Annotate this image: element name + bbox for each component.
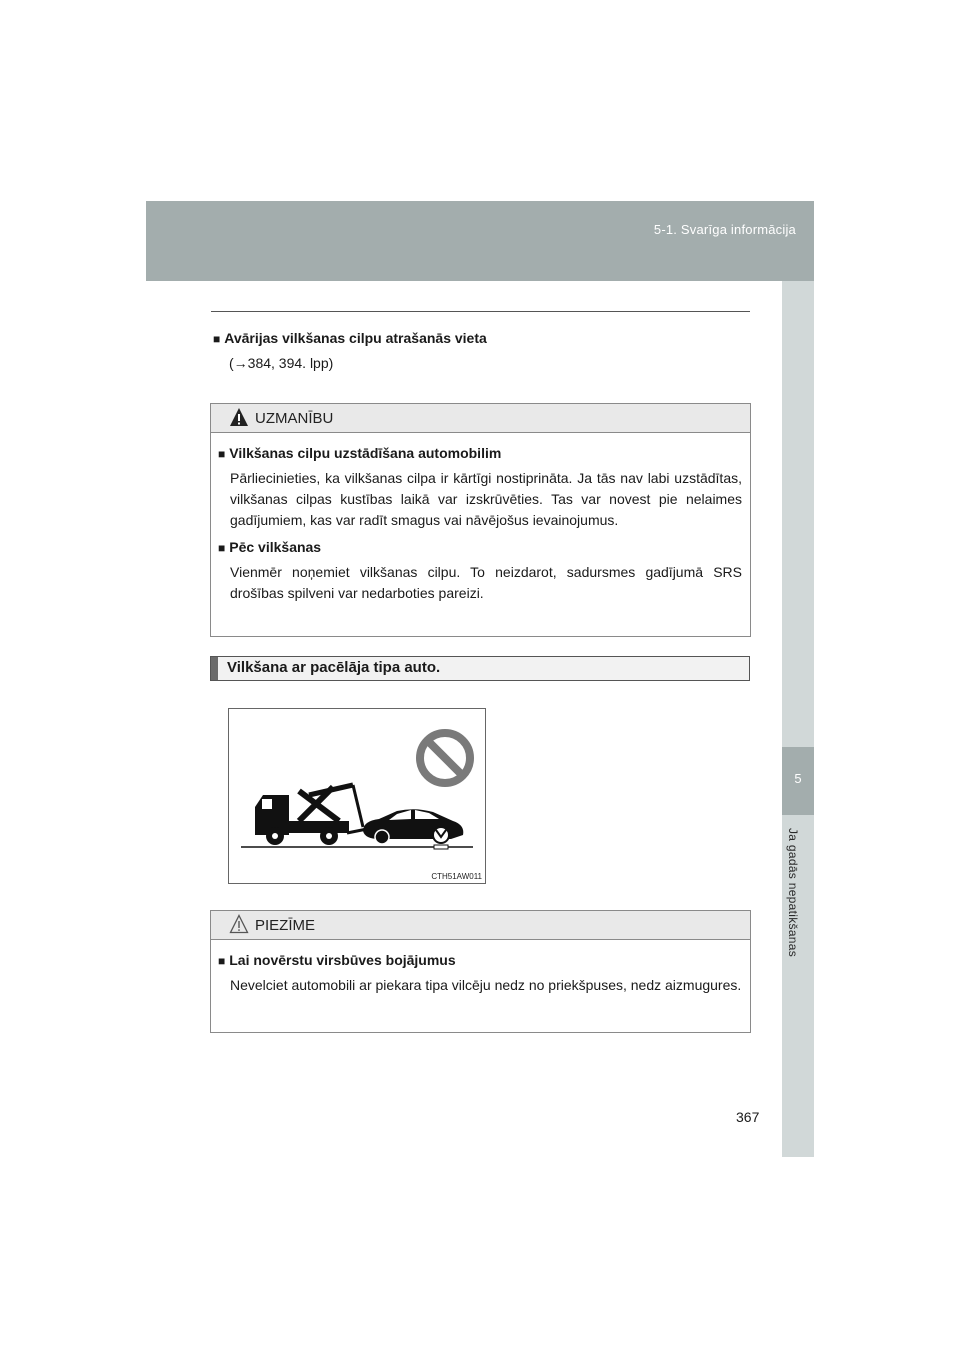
caution-box	[210, 403, 751, 637]
caution-header	[211, 404, 750, 433]
tow-truck-figure	[228, 708, 486, 884]
caution-item-text: Pārliecinieties, ka vilkšanas cilpa ir kārtīgi nostiprināta. Ja tās nav labi uzstādītas, vilkšanas cilpas kustības laikā var izskrūvēties. Tas var novest pie nelaimes gadījumiem, kas var radīt smagus vai nāvējošus ievainojumus.	[230, 470, 742, 528]
warning-icon	[229, 407, 249, 427]
note-heading: PIEZĪME	[255, 917, 316, 934]
page-number: 367	[736, 1109, 760, 1125]
square-bullet-icon: ■	[218, 541, 226, 555]
chapter-label: Ja gadās nepatikšanas	[786, 828, 800, 958]
location-note-reference[interactable]: (→384, 394. lpp)	[229, 355, 334, 371]
square-bullet-icon: ■	[218, 447, 226, 461]
note-body	[211, 940, 750, 1014]
caution-item-title: ■ Vilkšanas cilpu uzstādīšana automobilim	[218, 445, 502, 461]
section-title: 5-1. Svarīga informācija	[653, 222, 796, 237]
header-band	[146, 201, 814, 281]
caution-outline-icon	[229, 914, 249, 934]
figure-code: CTH51AW011	[431, 872, 482, 881]
chapter-tab[interactable]	[782, 747, 814, 815]
caution-item-text: Vienmēr noņemiet vilkšanas cilpu. To neizdarot, sadursmes gadījumā SRS drošības spilveni var nedarboties pareizi.	[230, 564, 742, 601]
square-bullet-icon: ■	[218, 954, 226, 968]
section-heading	[210, 656, 750, 681]
chapter-number: 5	[794, 771, 802, 786]
top-rule	[211, 311, 750, 312]
note-item-text: Nevelciet automobili ar piekara tipa vilcēju nedz no priekšpuses, nedz aizmugures.	[230, 977, 742, 993]
note-box	[210, 910, 751, 1033]
location-note-title: ■ Avārijas vilkšanas cilpu atrašanās vieta	[213, 330, 487, 346]
note-header	[211, 911, 750, 940]
tow-truck-illustration-icon	[229, 709, 485, 883]
section-title: Vilkšana ar pacēlāja tipa auto.	[227, 659, 441, 676]
note-item-title: ■ Lai novērstu virsbūves bojājumus	[218, 952, 456, 968]
caution-item-title: ■ Pēc vilkšanas	[218, 539, 322, 555]
caution-heading: UZMANĪBU	[255, 410, 334, 427]
side-tab-upper	[782, 281, 814, 747]
square-bullet-icon: ■	[213, 332, 221, 346]
caution-body	[211, 433, 750, 622]
